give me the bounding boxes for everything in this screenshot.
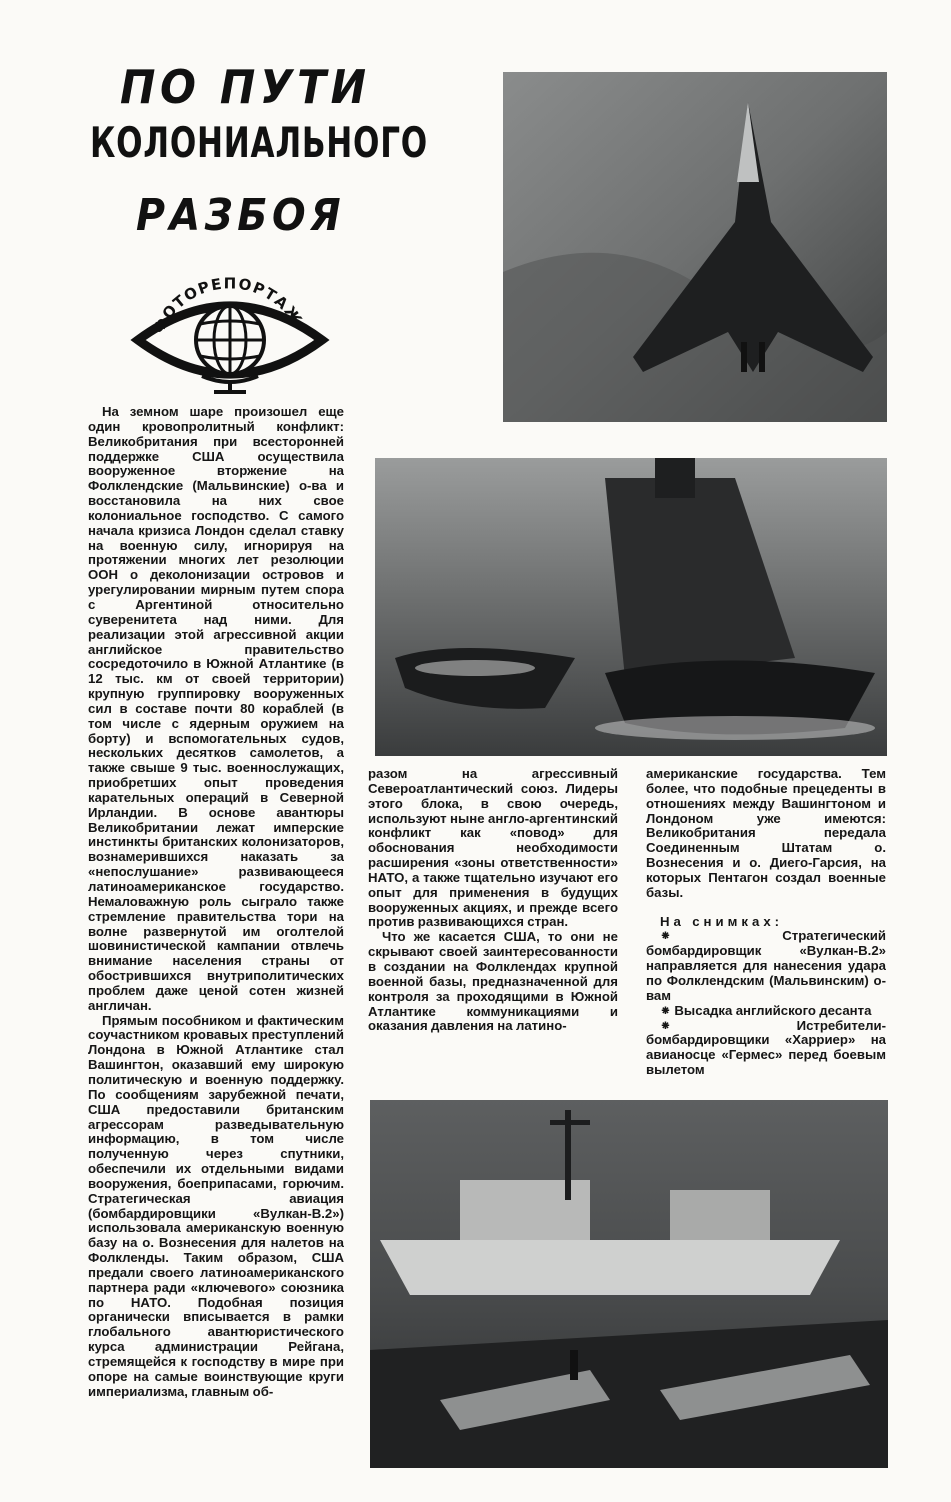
title-line-2: КОЛОНИАЛЬНОГО [90, 118, 428, 167]
paragraph: американские государства. Тем более, что подобные прецеденты в отношениях между Вашингтоном и Лондоном уже имеются: Великобритания передала Соединенным Штатам о. Вознесения и о. Диего-Гарсия, на которых Пентагон создал военные базы. [646, 767, 886, 900]
paragraph: Прямым пособником и фактическим соучастником кровавых преступлений Лондона в Южной Атлантике стал Вашингтон, оказавший ему широкую политическую и военную поддержку. По сообщениям зарубежной печати, США предоставили британским агрессорам разведывательную информацию, в том числе полученную через спутники, обеспечили их отдельными видами вооружения, боеприпасами, горючим. Стратегическая авиация (бомбардировщики «Вулкан-В.2») использовала американскую военную базу на о. Вознесения для налетов на Фолкленды. Таким образом, США предали своего латиноамериканского партнера ради «ключевого» союзника по НАТО. Подобная позиция органически вписывается в рамки глобального авантюристического курса администрации Рейгана, стремящейся к господству в мире при опоре на самые воинствующие круги империализма, главным об- [88, 1012, 344, 1399]
title-line-1: ПО ПУТИ [120, 60, 371, 114]
caption-item: ⁕ Высадка английского десанта [660, 1002, 872, 1018]
logo-text: ФОТОРЕПОРТАЖ [149, 274, 307, 337]
paragraph: На земном шаре произошел еще один кровопролитный конфликт: Великобритания при всесторонней поддержке США осуществила вооруженное вторжение на Фолклендские (Мальвинские) о-ва и восстановила на них свое колониальное господство. С самого начала кризиса Лондон сделал ставку на военную силу, игнорируя на протяжении многих лет резолюции ООН о деколонизации островов и урегулировании мирным путем спора с Аргентиной относительно суверенитета над ними. Для реализации этой агрессивной акции английское правительство сосредоточило в Южной Атлантике (в 12 тыс. км от своей территории) крупную группировку вооруженных сил в составе почти 80 кораблей (в том числе с ядерным оружием на борту) и вспомогательных судов, нескольких десятков самолетов, а также свыше 9 тыс. военнослужащих, приобретших опыт проведения карательных операций в Северной Ирландии. В основе авантюры Великобритании лежат имперские инстинкты британских колонизаторов, вознамерившихся наказать за «непослушание» развивающееся латиноамериканское государство. Немаловажную роль сыграло также стремление правительства тори на волне развернутой им оголтелой шовинистической кампании отвлечь внимание населения страны от обострившихся внутриполитических проблем даже ценой сотен жизней англичан. [88, 405, 344, 1013]
photo-bomber-vulcan [503, 72, 887, 422]
paragraph: разом на агрессивный Североатлантический союз. Лидеры этого блока, в свою очередь, используют ныне англо-аргентинский конфликт как «повод» для обоснования необходимости расширения «зоны ответственности» НАТО, а также тщательно изучают его опыт для применения в будущих вооруженных акциях, и прежде всего против развивающихся стран. [368, 767, 618, 930]
paragraph: Что же касается США, то они не скрывают своей заинтересованности в создании на Фолклендах крупной военной базы, предназначенной для контроля за проходящими в Южной Атлантике коммуникациями и оказания давления на латино- [368, 929, 618, 1034]
title-line-3: РАЗБОЯ [136, 190, 346, 241]
photoreport-logo [130, 262, 330, 402]
captions-heading: На снимках: [660, 913, 784, 929]
bomber-image [503, 72, 887, 422]
caption-item: ⁕ Стратегический бомбардировщик «Вулкан-В.2» направляется для нанесения удара по Фолклендским (Мальвинским) о-вам [646, 928, 886, 1003]
caption-item: ⁕ Истребители-бомбардировщики «Харриер» на авианосце «Гермес» перед боевым вылетом [646, 1017, 886, 1078]
photo-landing-craft [375, 458, 887, 756]
photo-carrier-harrier [370, 1100, 888, 1468]
article-column-1 [88, 405, 344, 1480]
carrier-image [370, 1100, 888, 1468]
article-title [86, 58, 428, 258]
article-column-3 [646, 767, 886, 1107]
landing-image [375, 458, 887, 756]
eye-globe-icon [130, 262, 330, 402]
article-column-2 [368, 767, 618, 1107]
